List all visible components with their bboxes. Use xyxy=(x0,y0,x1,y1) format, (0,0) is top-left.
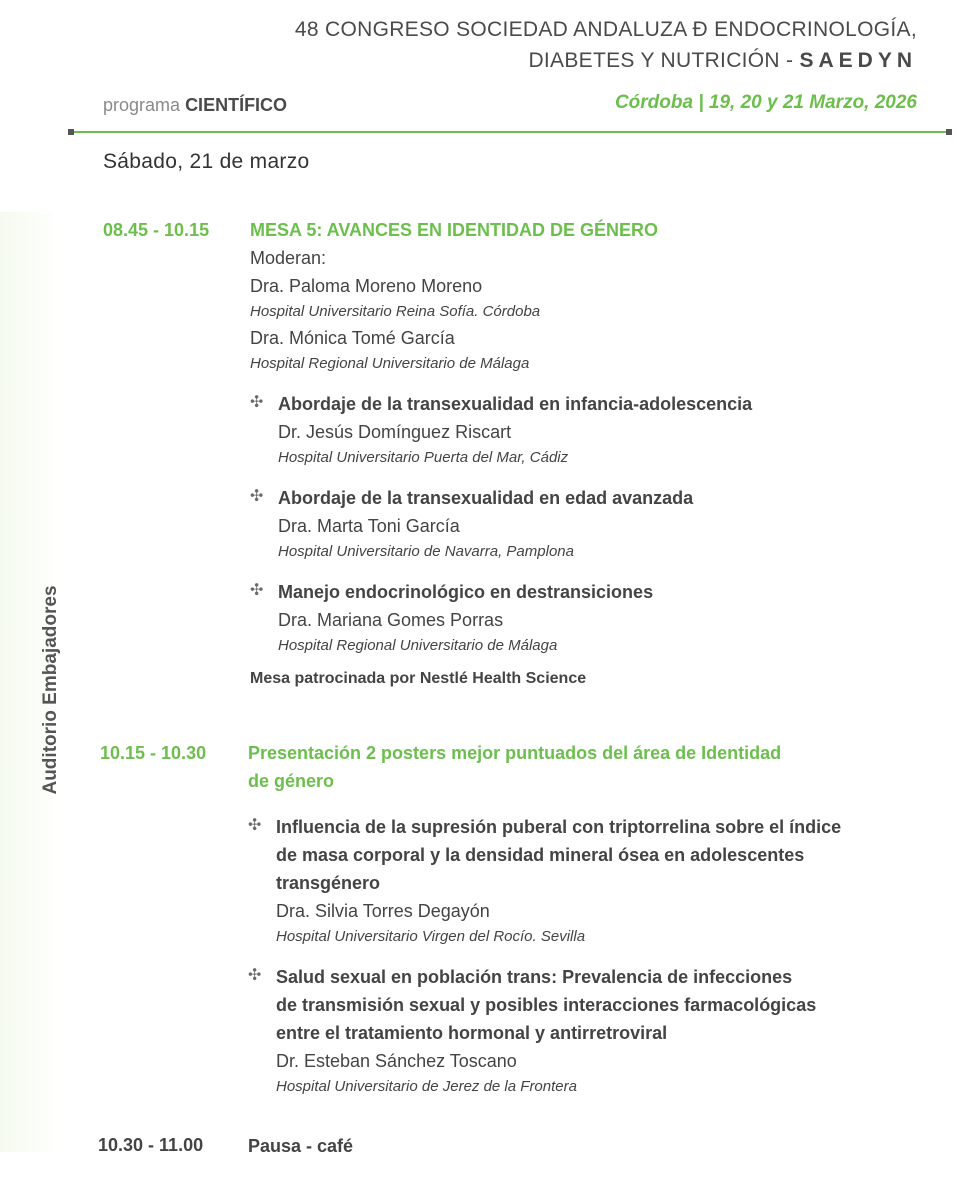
room-label: Auditorio Embajadores xyxy=(40,585,61,795)
speaker-name: Dr. Jesús Domínguez Riscart xyxy=(278,422,512,442)
talk-title-line: Influencia de la supresión puberal con triptorrelina sobre el índice xyxy=(276,817,842,837)
session1-time: 08.45 - 10.15 xyxy=(103,220,210,240)
speaker-name: Dra. Marta Toni García xyxy=(278,516,460,536)
talk-title-line: de transmisión sexual y posibles interacciones farmacológicas xyxy=(276,995,817,1015)
header-divider xyxy=(70,131,950,133)
day-heading: Sábado, 21 de marzo xyxy=(103,150,310,173)
congress-title xyxy=(295,14,917,76)
session3-title: Pausa - café xyxy=(248,1136,354,1156)
brand-name: SAEDYN xyxy=(799,49,917,72)
talk-item xyxy=(248,963,898,1099)
congress-title-line2 xyxy=(295,45,917,76)
speaker-name: Dr. Esteban Sánchez Toscano xyxy=(276,1051,517,1071)
program-prefix: programa xyxy=(103,95,181,115)
talk-title: Manejo endocrinológico en destransiciones xyxy=(278,582,654,602)
speaker-institution: Hospital Universitario de Jerez de la Frontera xyxy=(276,1078,577,1095)
flower-bullet-icon: ✣ xyxy=(250,488,264,505)
speaker-institution: Hospital Universitario Puerta del Mar, Cádiz xyxy=(278,449,569,466)
talk-title-line: transgénero xyxy=(276,873,381,893)
moderator-name: Dra. Mónica Tomé García xyxy=(250,328,455,348)
flower-bullet-icon: ✣ xyxy=(250,582,264,599)
flower-bullet-icon: ✣ xyxy=(248,817,262,834)
session2-block xyxy=(248,739,898,1099)
session2-title-line: de género xyxy=(248,771,335,791)
speaker-institution: Hospital Universitario Virgen del Rocío. Sevilla xyxy=(276,928,586,945)
talk-title-line: Salud sexual en población trans: Prevalencia de infecciones xyxy=(276,967,793,987)
flower-bullet-icon: ✣ xyxy=(250,394,264,411)
talk-item xyxy=(250,390,900,470)
moderators-label: Moderan: xyxy=(250,248,327,268)
talk-title-line: entre el tratamiento hormonal y antirretroviral xyxy=(276,1023,668,1043)
moderator-institution: Hospital Universitario Reina Sofía. Córdoba xyxy=(250,303,541,320)
place-date: Córdoba | 19, 20 y 21 Marzo, 2026 xyxy=(614,92,917,113)
session2-title-line: Presentación 2 posters mejor puntuados del área de Identidad xyxy=(248,743,782,763)
congress-title-line2-text: DIABETES Y NUTRICIÓN - xyxy=(528,49,794,72)
program-label xyxy=(103,95,287,116)
speaker-name: Dra. Silvia Torres Degayón xyxy=(276,901,490,921)
flower-bullet-icon: ✣ xyxy=(248,967,262,984)
moderator-institution: Hospital Regional Universitario de Málaga xyxy=(250,355,530,372)
divider-cap-left xyxy=(68,129,74,135)
speaker-name: Dra. Mariana Gomes Porras xyxy=(278,610,504,630)
talk-title-line: de masa corporal y la densidad mineral ósea en adolescentes xyxy=(276,845,805,865)
session3-time: 10.30 - 11.00 xyxy=(98,1135,204,1155)
talk-item xyxy=(250,484,900,564)
session2-time: 10.15 - 10.30 xyxy=(100,743,207,763)
moderator-name: Dra. Paloma Moreno Moreno xyxy=(250,276,483,296)
talk-title: Abordaje de la transexualidad en infancia-adolescencia xyxy=(278,394,753,414)
talk-item xyxy=(250,578,900,658)
session1-block xyxy=(250,216,900,688)
divider-cap-right xyxy=(946,129,952,135)
congress-title-line1: 48 CONGRESO SOCIEDAD ANDALUZA Đ ENDOCRINOLOGÍA, xyxy=(294,18,917,41)
talk-item xyxy=(248,813,898,949)
sponsor-note: Mesa patrocinada por Nestlé Health Science xyxy=(250,670,587,687)
talk-title: Abordaje de la transexualidad en edad avanzada xyxy=(278,488,694,508)
session1-title: MESA 5: AVANCES EN IDENTIDAD DE GÉNERO xyxy=(250,220,659,240)
speaker-institution: Hospital Universitario de Navarra, Pamplona xyxy=(278,543,574,560)
speaker-institution: Hospital Regional Universitario de Málaga xyxy=(278,637,558,654)
program-bold: CIENTÍFICO xyxy=(185,95,288,115)
